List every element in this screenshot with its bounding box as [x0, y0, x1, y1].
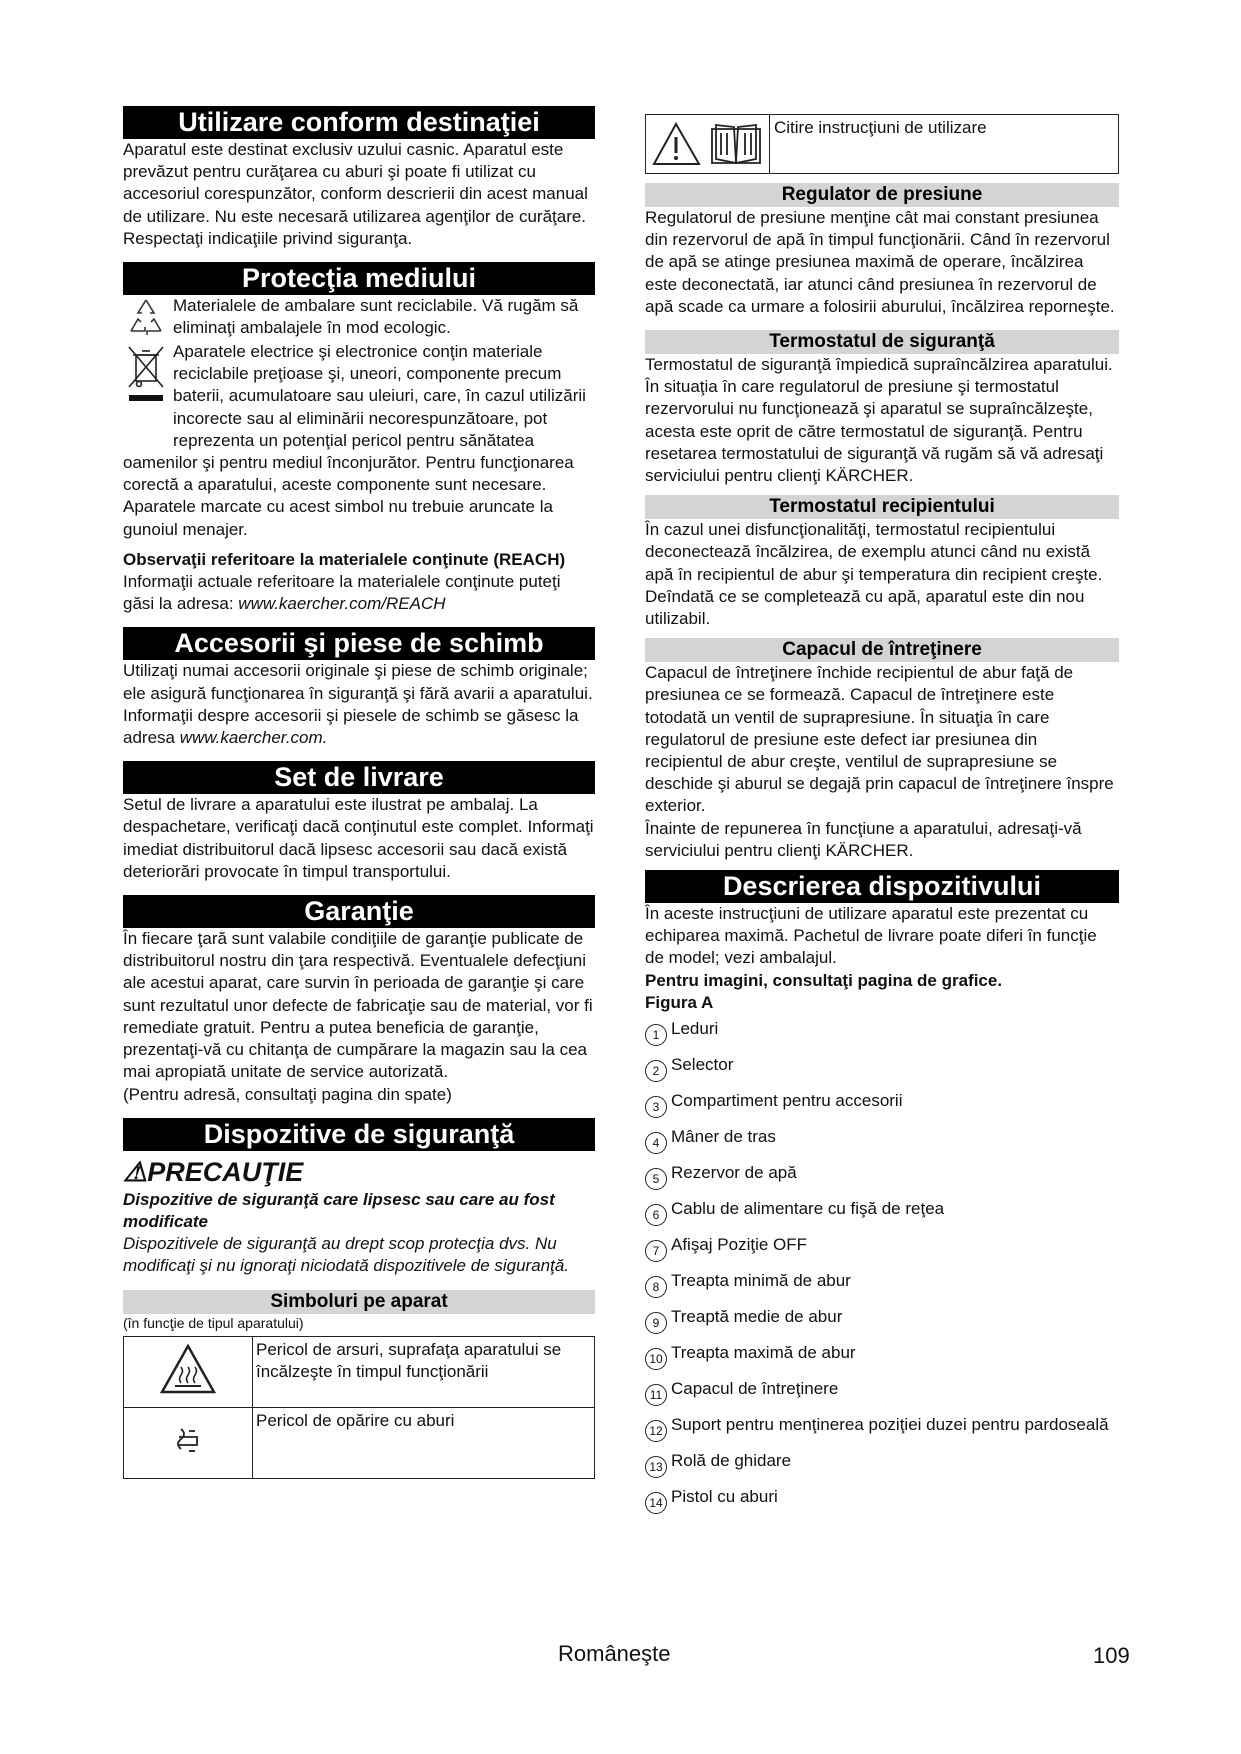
legend-item — [645, 1270, 1119, 1298]
legend-label: Afişaj Poziţie OFF — [671, 1235, 808, 1255]
read-manual-icon — [646, 115, 770, 173]
legend-item — [645, 1054, 1119, 1082]
legend-number: 6 — [645, 1204, 667, 1226]
paragraph — [123, 571, 595, 615]
legend-number: 4 — [645, 1132, 667, 1154]
subsection-title: Regulator de presiune — [645, 183, 1119, 207]
legend-item — [645, 1342, 1119, 1370]
recycle-note — [123, 295, 595, 341]
symbol-description: Pericol de opărire cu aburi — [253, 1407, 595, 1478]
legend-item — [645, 1306, 1119, 1334]
legend-number: 5 — [645, 1168, 667, 1190]
section-title: Utilizare conform destinaţiei — [123, 106, 595, 139]
symbol-description: Pericol de arsuri, suprafaţa aparatului se încălzeşte în timpul funcţionării — [253, 1336, 595, 1407]
legend-label: Treapta maximă de abur — [671, 1343, 856, 1363]
section-title: Protecţia mediului — [123, 262, 595, 295]
table-row — [124, 1407, 595, 1478]
paragraph: În cazul unei disfuncţionalităţi, termostatul recipientului deconectează încălzirea, de exemplu atunci când nu există apă în recipientul de abur şi temperatura din recipient creşte. — [645, 520, 1103, 584]
hot-surface-icon — [124, 1336, 253, 1407]
warning-icon: ⚠ — [123, 1156, 148, 1187]
recycle-icon — [123, 295, 173, 341]
legend-label: Suport pentru menţinerea poziţiei duzei pentru pardoseală — [671, 1415, 1109, 1435]
caution-subheading: Dispozitive de siguranţă care lipsesc sau care au fost modificate — [123, 1189, 555, 1231]
legend-item — [645, 1126, 1119, 1154]
legend-label: Treaptă medie de abur — [671, 1307, 843, 1327]
legend-number: 8 — [645, 1276, 667, 1298]
legend-number: 7 — [645, 1240, 667, 1262]
paragraph: Setul de livrare a aparatului este ilustrat pe ambalaj. La despachetare, verificaţi dacă conţinutul este complet. Informaţi imediat distribuitorul dacă lipsesc accesorii sau dacă există deteriorări provocate în timpul transportului. — [123, 795, 594, 881]
legend-number: 1 — [645, 1024, 667, 1046]
legend-number: 9 — [645, 1312, 667, 1334]
legend-number: 14 — [645, 1492, 667, 1514]
legend-label: Capacul de întreţinere — [671, 1379, 839, 1399]
page-number: 109 — [1093, 1643, 1130, 1668]
legend-item — [645, 1090, 1119, 1118]
reach-heading: Observaţii referitoare la materialele conţinute (REACH) — [123, 549, 566, 569]
paragraph: Dispozitivele de siguranţă au drept scop protecţia dvs. Nu modificaţi şi nu ignoraţi niciodată dispozitivele de siguranţă. — [123, 1234, 570, 1276]
paragraph: (Pentru adresă, consultaţi pagina din spate) — [123, 1084, 452, 1104]
legend-item — [645, 1450, 1119, 1478]
legend-number: 3 — [645, 1096, 667, 1118]
legend-label: Mâner de tras — [671, 1127, 776, 1147]
paragraph — [123, 341, 595, 541]
legend-number: 11 — [645, 1384, 667, 1406]
paragraph: Termostatul de siguranţă împiedică supraîncălzirea aparatului. În situaţia în care regulatorul de presiune şi termostatul rezervorului nu funcţionează şi aparatul se supraîncălzeşte, acesta este oprit de către termostatul de siguranţă. Pentru resetarea termostatului de siguranţă vă rugăm să vă adresaţi serviciului pentru clienţi KÄRCHER. — [645, 355, 1113, 486]
legend-item — [645, 1198, 1119, 1226]
paragraph: În aceste instrucţiuni de utilizare aparatul este prezentat cu echiparea maximă. Pachetul de livrare poate diferi în funcţie de model; vezi ambalajul. — [645, 904, 1097, 968]
weee-note — [123, 341, 595, 541]
legend-item — [645, 1162, 1119, 1190]
legend-item — [645, 1414, 1119, 1442]
paragraph: Regulatorul de presiune menţine cât mai constant presiunea din rezervorul de apă în timpul funcţionării. Când în rezervorul de apă se atinge presiunea maximă de operare, încălzirea este deconectată, iar atunci când presiunea în rezervorul de apă scade ca urmare a folosirii aburului, încălzirea reporneşte. — [645, 208, 1115, 316]
paragraph: În fiecare ţară sunt valabile condiţiile de garanţie publicate de distribuitorul nostru din ţara respectivă. Eventualele defecţiuni ale acestui aparat, care survin în perioada de garanţie şi care sunt rezultatul unor defecte de fabricaţie sau de material, vor fi remediate gratuit. Pentru a putea beneficia de garanţie, prezentaţi-vă cu chitanţa de cumpărare la magazin sau la cea mai apropiată unitate de service autorizată. — [123, 929, 593, 1082]
reach-link[interactable]: www.kaercher.com/REACH — [238, 594, 446, 614]
device-legend — [645, 1018, 1119, 1514]
paragraph: Aparatul este destinat exclusiv uzului casnic. Aparatul este prevăzut pentru curăţarea cu aburi şi poate fi utilizat cu accesoriul corespunzător, conform descrierii din acest manual de utilizare. Nu este necesară utilizarea agenţilor de curăţare. Respectaţi indicaţiile privind siguranţa. — [123, 140, 588, 248]
legend-item — [645, 1486, 1119, 1514]
legend-number: 10 — [645, 1348, 667, 1370]
crossed-bin-icon — [123, 341, 169, 412]
steam-scald-icon — [124, 1407, 253, 1478]
legend-label: Rezervor de apă — [671, 1163, 797, 1183]
accessories-text: Informaţii despre accesorii şi piesele de schimb se găsesc la adresa — [123, 705, 579, 748]
caution-heading — [123, 1155, 595, 1189]
paragraph: Capacul de întreţinere închide recipientul de abur faţă de presiunea ce se formează. Capacul de întreţinere este totodată un ventil de suprapresiune. În situaţia în care regulatorul de presiune este defect iar presiunea din recipientul de abur creşte, ventilul de suprapresiune se deschide şi aburul se degajă prin capacul de întreţinere înspre exterior. — [645, 663, 1114, 816]
paragraph: Deîndată ce se completează cu apă, aparatul este din nou utilizabil. — [645, 586, 1085, 629]
reach-text: Informaţii actuale referitoare la materialele conţinute puteţi găsi la adresa: — [123, 572, 561, 614]
paragraph — [123, 705, 595, 749]
caution-label: PRECAUŢIE — [147, 1156, 304, 1187]
section-title: Dispozitive de siguranţă — [123, 1118, 595, 1151]
paragraph: Utilizaţi numai accesorii originale şi piese de schimb originale; ele asigură funcţionarea în siguranţă şi fără avarii a aparatului. — [123, 661, 593, 703]
subsection-title: Termostatul de siguranţă — [645, 330, 1119, 354]
note: (în funcţie de tipul aparatului) — [123, 1314, 304, 1331]
legend-item — [645, 1234, 1119, 1262]
symbol-description: Citire instrucţiuni de utilizare — [774, 118, 987, 137]
figure-label: Figura A — [645, 992, 714, 1012]
right-column — [645, 114, 1119, 1514]
legend-label: Treapta minimă de abur — [671, 1271, 851, 1291]
section-title: Garanţie — [123, 895, 595, 928]
legend-number: 13 — [645, 1456, 667, 1478]
section-title: Set de livrare — [123, 761, 595, 794]
left-column — [123, 106, 595, 1479]
legend-label: Leduri — [671, 1019, 719, 1039]
graphics-note: Pentru imagini, consultaţi pagina de grafice. — [645, 970, 1003, 990]
section-title: Descrierea dispozitivului — [645, 870, 1119, 903]
paragraph: Materialele de ambalare sunt reciclabile. Vă rugăm să eliminaţi ambalajele în mod ecologic. — [173, 296, 579, 338]
subsection-title: Capacul de întreţinere — [645, 638, 1119, 662]
legend-label: Rolă de ghidare — [671, 1451, 792, 1471]
paragraph: Înainte de repunerea în funcţiune a aparatului, adresaţi-vă serviciului pentru clienţi KÄRCHER. — [645, 818, 1082, 860]
legend-label: Pistol cu aburi — [671, 1487, 778, 1507]
legend-number: 12 — [645, 1420, 667, 1442]
subsection-title: Simboluri pe aparat — [123, 1290, 595, 1314]
footer-language: Româneşte — [558, 1641, 671, 1666]
legend-label: Cablu de alimentare cu fişă de reţea — [671, 1199, 945, 1219]
symbols-table — [123, 1336, 595, 1479]
weee-text: Aparatele electrice şi electronice conţin materiale reciclabile preţioase şi, uneori, componente precum baterii, acumulatoare sau uleiuri, care, în cazul utilizării incorecte sau al eliminării necorespunzătoare, pot reprezenta un potenţial pericol pentru sănătatea oamenilor şi pentru mediul înconjurător. Pentru funcţionarea corectă a aparatului, aceste componente sunt necesare. Aparatele marcate cu acest simbol nu trebuie aruncate la gunoiul menajer. — [123, 342, 586, 539]
legend-label: Compartiment pentru accesorii — [671, 1091, 903, 1111]
subsection-title: Termostatul recipientului — [645, 495, 1119, 519]
table-row — [124, 1336, 595, 1407]
section-title: Accesorii şi piese de schimb — [123, 627, 595, 660]
legend-item — [645, 1378, 1119, 1406]
kaercher-link[interactable]: www.kaercher.com. — [179, 728, 328, 748]
legend-number: 2 — [645, 1060, 667, 1082]
manual-symbol-row — [645, 114, 1119, 174]
legend-item — [645, 1018, 1119, 1046]
legend-label: Selector — [671, 1055, 734, 1075]
